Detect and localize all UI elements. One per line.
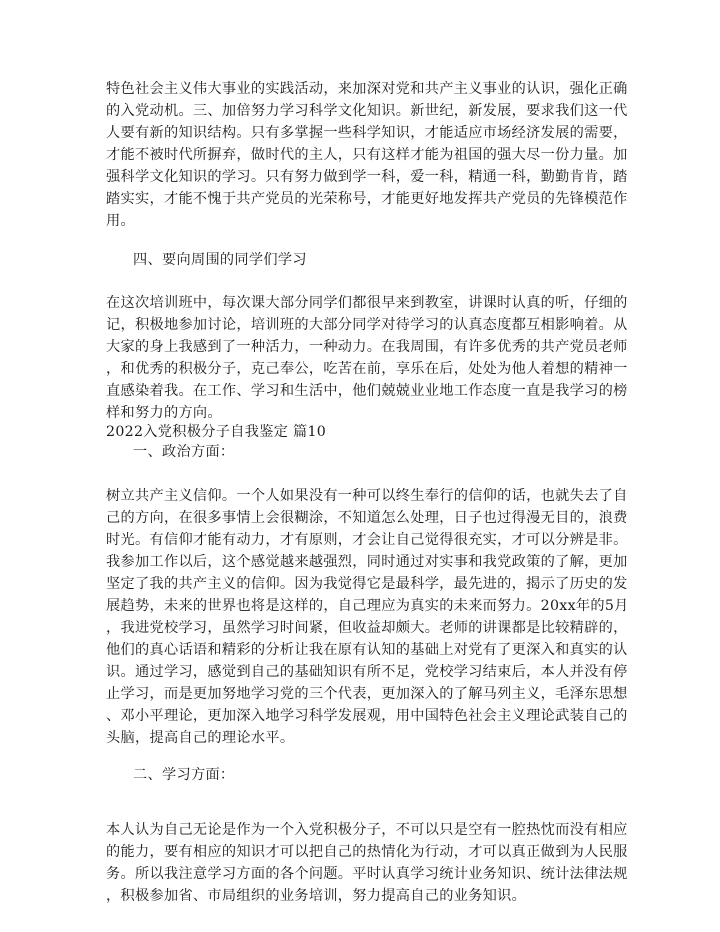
paragraph-line: 时光。有信仰才能有动力，才有原则，才会让自己觉得很充实，才可以分辨是非。 (106, 532, 628, 548)
paragraph-line: 才能不被时代所摒弃，做时代的主人，只有这样才能为祖国的强大尽一份力量。加 (106, 147, 628, 163)
paragraph-line: ，积极参加省、市局组织的业务培训，努力提高自己的业务知识。 (106, 888, 527, 904)
paragraph-line: 树立共产主义信仰。一个人如果没有一种可以终生奉行的信仰的话，也就失去了自 (106, 488, 628, 504)
paragraph-line: 识。通过学习，感觉到自己的基础知识有所不足，党校学习结束后，本人并没有停 (106, 664, 628, 680)
paragraph-line: 在这次培训班中，每次课大部分同学们都很早来到教室，讲课时认真的听，仔细的 (106, 295, 628, 311)
paragraph-line: 他们的真心话语和精彩的分析让我在原有认知的基础上对党有了更深入和真实的认 (106, 642, 628, 658)
section-heading-four: 四、要向周围的同学们学习 (133, 252, 307, 268)
paragraph-line: 踏实实，才能不愧于共产党员的光荣称号，才能更好地发挥共产党员的先锋模范作 (106, 191, 628, 207)
paragraph-line: 务。所以我注意学习方面的各个问题。平时认真学习统计业务知识、统计法律法规 (106, 866, 628, 882)
paragraph-line: 的入党动机。三、加倍努力学习科学文化知识。新世纪，新发展，要求我们这一代 (106, 103, 628, 119)
paragraph-line: 样和努力的方向。 (106, 405, 222, 421)
paragraph-line: 强科学文化知识的学习。只有努力做到学一科，爱一科，精通一科，勤勤肯肯，踏 (106, 169, 628, 185)
paragraph-line: ，和优秀的积极分子，克己奉公，吃苦在前，享乐在后，处处为他人着想的精神一 (106, 361, 628, 377)
paragraph-line: 坚定了我的共产主义的信仰。因为我觉得它是最科学，最先进的，揭示了历史的发 (106, 576, 628, 592)
paragraph-line: 头脑，提高自己的理论水平。 (106, 730, 295, 746)
paragraph-line: 展趋势，未来的世界也将是这样的，自己理应为真实的未来而努力。20xx年的5月 (106, 598, 629, 614)
paragraph-line: 大家的身上我感到了一种活力，一种动力。在我周围，有许多优秀的共产党员老师 (106, 339, 628, 355)
paragraph-line: 记，积极地参加讨论，培训班的大部分同学对待学习的认真态度都互相影响着。从 (106, 317, 628, 333)
paragraph-line: 用。 (106, 213, 135, 229)
paragraph-line: 己的方向，在很多事情上会很糊涂，不知道怎么处理，日子也过得漫无目的，浪费 (106, 510, 628, 526)
section-heading-study: 二、学习方面： (133, 767, 235, 783)
paragraph-line: 的能力，要有相应的知识才可以把自己的热情化为行动，才可以真正做到为人民服 (106, 844, 628, 860)
paragraph-line: 人要有新的知识结构。只有多掌握一些科学知识，才能适应市场经济发展的需要， (106, 125, 628, 141)
paragraph-line: ，我进党校学习，虽然学习时间紧，但收益却颇大。老师的讲课都是比较精辟的， (106, 620, 628, 636)
paragraph-line: 止学习，而是更加努地学习党的三个代表，更加深入的了解马列主义，毛泽东思想 (106, 686, 628, 702)
paragraph-line: 特色社会主义伟大事业的实践活动，来加深对党和共产主义事业的认识，强化正确 (106, 81, 628, 97)
paragraph-line: 直感染着我。在工作、学习和生活中，他们兢兢业业地工作态度一直是我学习的榜 (106, 383, 628, 399)
section-heading-politics: 一、政治方面： (133, 444, 235, 460)
article-title: 2022入党积极分子自我鉴定 篇10 (106, 424, 327, 440)
paragraph-line: 本人认为自己无论是作为一个入党积极分子，不可以只是空有一腔热忱而没有相应 (106, 822, 628, 838)
paragraph-line: 、邓小平理论，更加深入地学习科学发展观，用中国特色社会主义理论武装自己的 (106, 708, 628, 724)
paragraph-line: 我参加工作以后，这个感觉越来越强烈，同时通过对实事和我党政策的了解，更加 (106, 554, 628, 570)
